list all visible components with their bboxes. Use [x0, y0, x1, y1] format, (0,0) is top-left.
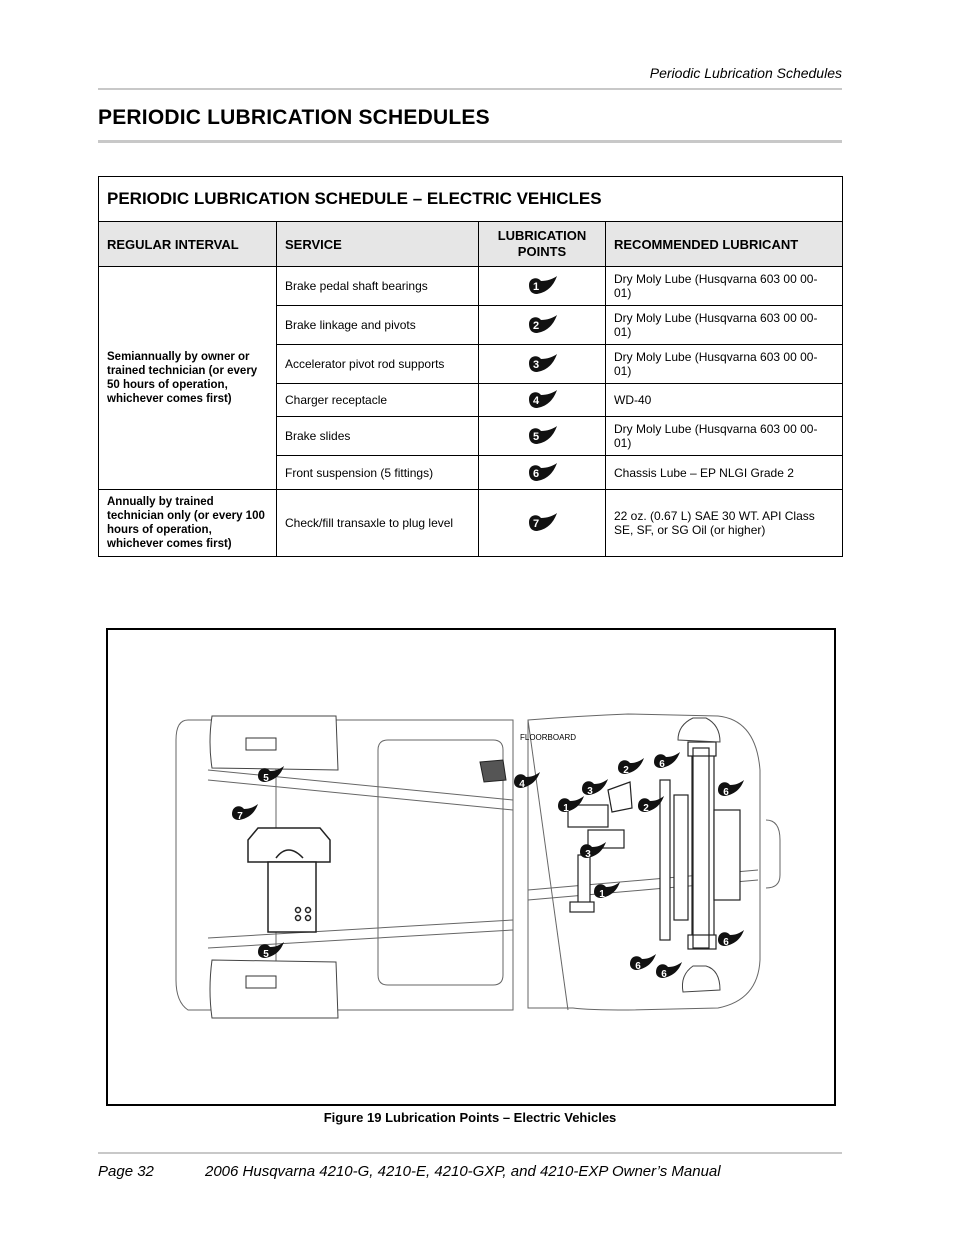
lubricant-cell: Chassis Lube – EP NLGI Grade 2 — [606, 456, 843, 490]
callout-number: 6 — [723, 937, 729, 948]
lubricant-cell: Dry Moly Lube (Husqvarna 603 00 00-01) — [606, 417, 843, 456]
title-rule — [98, 140, 842, 143]
table-row — [99, 267, 843, 306]
frame-rail — [208, 930, 513, 948]
interval-cell: Annually by trained technician only (or every 100 hours of operation, whichever comes first) — [99, 490, 277, 557]
footer-rule — [98, 1152, 842, 1154]
lubrication-point-cell — [479, 417, 606, 456]
vehicle-lubrication-diagram — [108, 630, 834, 1104]
column-header: REGULAR INTERVAL — [99, 222, 277, 267]
lubricant-cell: 22 oz. (0.67 L) SAE 30 WT. API Class SE, SF, or SG Oil (or higher) — [606, 490, 843, 557]
front-suspension — [660, 742, 740, 949]
service-cell: Check/fill transaxle to plug level — [277, 490, 479, 557]
rear-wheel-top — [210, 716, 338, 770]
floorboard-edge — [528, 720, 568, 1010]
callout-6-top-right — [718, 780, 744, 798]
table-title: PERIODIC LUBRICATION SCHEDULE – ELECTRIC VEHICLES — [99, 177, 843, 222]
service-cell: Brake slides — [277, 417, 479, 456]
interval-cell: Semiannually by owner or trained technician (or every 50 hours of operation, whichever comes first) — [99, 267, 277, 490]
callout-number: 6 — [723, 787, 729, 798]
service-cell: Charger receptacle — [277, 384, 479, 417]
rear-wheel-bottom — [210, 960, 338, 1018]
callout-number: 3 — [585, 849, 591, 860]
header-rule — [98, 88, 842, 90]
column-header: SERVICE — [277, 222, 479, 267]
lubricant-cell: Dry Moly Lube (Husqvarna 603 00 00-01) — [606, 345, 843, 384]
callout-number: 1 — [599, 889, 605, 900]
badge-number: 1 — [532, 281, 540, 293]
front-wheel-bottom — [682, 966, 720, 992]
lubrication-point-badge-icon — [527, 425, 557, 447]
callout-number: 2 — [643, 803, 649, 814]
lubrication-point-cell — [479, 345, 606, 384]
lubricant-cell: Dry Moly Lube (Husqvarna 603 00 00-01) — [606, 267, 843, 306]
callout-6-bottom-left — [630, 954, 656, 972]
service-cell: Brake linkage and pivots — [277, 306, 479, 345]
lubrication-point-cell — [479, 384, 606, 417]
badge-number: 6 — [532, 467, 540, 480]
figure-frame — [106, 628, 836, 1106]
frame-rail — [208, 920, 513, 938]
service-cell: Brake pedal shaft bearings — [277, 267, 479, 306]
badge-number: 5 — [532, 431, 540, 443]
table-header-row — [99, 222, 843, 267]
page-number: Page 32 — [98, 1163, 154, 1180]
callout-2-top — [618, 758, 644, 776]
front-wheel-top — [678, 718, 720, 742]
badge-number: 7 — [532, 518, 540, 530]
callout-1-bottom — [594, 882, 620, 900]
service-cell: Front suspension (5 fittings) — [277, 456, 479, 490]
table-row — [99, 490, 843, 557]
figure-caption: Figure 19 Lubrication Points – Electric Vehicles — [323, 1110, 617, 1125]
lubricant-cell: WD-40 — [606, 384, 843, 417]
badge-number: 3 — [532, 359, 540, 371]
callout-number: 5 — [263, 949, 269, 960]
lubricant-cell: Dry Moly Lube (Husqvarna 603 00 00-01) — [606, 306, 843, 345]
lubrication-point-cell — [479, 306, 606, 345]
callout-7 — [232, 804, 258, 822]
column-header: LUBRICATION POINTS — [479, 222, 606, 267]
callout-6-right — [718, 930, 744, 948]
front-bumper — [766, 820, 780, 888]
callout-number: 2 — [623, 765, 629, 776]
lubrication-point-cell — [479, 267, 606, 306]
callout-number: 1 — [563, 803, 569, 814]
callout-number: 5 — [263, 773, 269, 784]
column-header: RECOMMENDED LUBRICANT — [606, 222, 843, 267]
charger-receptacle — [480, 760, 506, 782]
badge-number: 4 — [532, 395, 540, 407]
callout-number: 6 — [661, 969, 667, 980]
lubrication-point-cell — [479, 456, 606, 490]
lubrication-point-cell — [479, 490, 606, 557]
callout-6-bottom — [656, 962, 682, 980]
lubrication-point-badge-icon — [527, 389, 557, 411]
lubrication-point-badge-icon — [527, 512, 557, 534]
lubrication-point-badge-icon — [527, 275, 557, 297]
badge-number: 2 — [532, 320, 540, 332]
lubrication-point-badge-icon — [527, 314, 557, 336]
callout-number: 7 — [237, 811, 243, 822]
callout-number: 6 — [659, 759, 665, 770]
page-title: PERIODIC LUBRICATION SCHEDULES — [98, 106, 490, 129]
lubrication-schedule-table — [98, 176, 843, 557]
service-cell: Accelerator pivot rod supports — [277, 345, 479, 384]
callout-number: 3 — [587, 786, 593, 797]
lubrication-point-badge-icon — [527, 462, 557, 484]
floorboard-label: FLOORBOARD — [520, 733, 577, 742]
callout-number: 6 — [635, 961, 641, 972]
callout-number: 4 — [519, 779, 525, 790]
callout-3-top — [582, 779, 608, 797]
manual-title: 2006 Husqvarna 4210-G, 4210-E, 4210-GXP, and 4210-EXP Owner’s Manual — [205, 1163, 721, 1180]
running-header: Periodic Lubrication Schedules — [649, 65, 842, 81]
callout-6-top-left — [654, 752, 680, 770]
transaxle-motor — [248, 828, 330, 932]
lubrication-point-badge-icon — [527, 353, 557, 375]
